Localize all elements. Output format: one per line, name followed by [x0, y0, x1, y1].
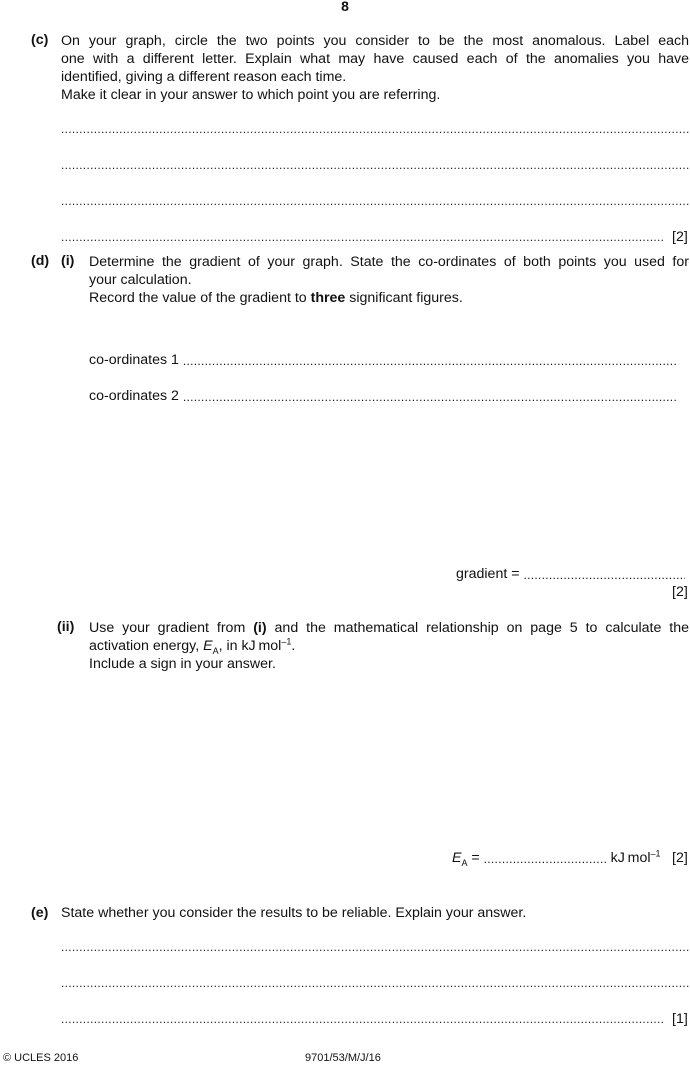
record-text-post: significant figures.: [345, 290, 463, 306]
part-d-i-record: [89, 289, 689, 307]
part-c-instruction: Make it clear in your answer to which point you are referring.: [61, 87, 441, 103]
coordinates-2-row: [89, 388, 689, 404]
activation-energy-symbol: E: [203, 638, 213, 654]
part-d-i-line-2: your calculation.: [89, 272, 192, 288]
answer-symbol: E: [452, 850, 462, 866]
answer-line-e-2[interactable]: [61, 976, 689, 990]
part-d-i-label: (i): [61, 253, 75, 269]
answer-equals: =: [467, 850, 484, 866]
footer-copyright: © UCLES 2016: [3, 1052, 79, 1064]
line2-unit: , in kJ mol: [218, 638, 282, 654]
part-e-label: (e): [31, 905, 49, 921]
coordinates-1-label: co-ordinates 1: [89, 352, 179, 368]
part-d-ii-question: [89, 619, 689, 673]
line2-pre: activation energy,: [89, 638, 204, 654]
activation-energy-subscript: A: [212, 645, 219, 656]
part-c-label: (c): [31, 32, 49, 48]
line2-end: .: [291, 638, 296, 654]
gradient-answer-line[interactable]: [523, 568, 685, 582]
coordinates-1-row: [89, 352, 689, 368]
record-text-pre: Record the value of the gradient to: [89, 290, 311, 306]
line1-pre: Use your gradient from: [89, 620, 254, 636]
answer-line-c-1[interactable]: [61, 122, 689, 136]
answer-line-c-4[interactable]: [61, 230, 665, 244]
coordinates-1-answer-line[interactable]: [183, 354, 678, 368]
page-number: 8: [341, 0, 349, 14]
part-d-i-line-1: Determine the gradient of your graph. State the co-ordinates of both points you used for: [89, 254, 689, 270]
answer-line-c-2[interactable]: [61, 158, 689, 172]
part-c-question: [61, 32, 689, 104]
part-d-ii-line-3: Include a sign in your answer.: [89, 656, 276, 672]
coordinates-2-answer-line[interactable]: [183, 390, 678, 404]
line2-unit-superscript: –1: [281, 636, 292, 647]
answer-line-e-3[interactable]: [61, 1012, 665, 1026]
part-d-i-marks: [2]: [672, 584, 688, 600]
part-d-ii-line-1: [89, 619, 689, 637]
part-c-marks: [2]: [672, 229, 688, 245]
activation-energy-answer-line[interactable]: [484, 852, 607, 866]
answer-unit: kJ mol: [606, 850, 651, 866]
part-d-ii-line-2: [89, 637, 689, 655]
gradient-row: [456, 566, 685, 582]
line1-bold: (i): [253, 620, 267, 636]
answer-unit-superscript: –1: [650, 848, 661, 859]
part-d-ii-label: (ii): [57, 619, 75, 635]
part-e-question: State whether you consider the results to be reliable. Explain your answer.: [61, 905, 527, 921]
record-text-bold: three: [310, 290, 346, 306]
part-d-label: (d): [31, 253, 50, 269]
part-d-i-question: [89, 253, 689, 307]
part-c-line-3: identified, giving a different reason each time.: [61, 69, 347, 85]
answer-line-e-1[interactable]: [61, 940, 689, 954]
part-e-marks: [1]: [672, 1011, 688, 1027]
part-d-ii-marks: [2]: [672, 850, 688, 866]
footer-paper-code: 9701/53/M/J/16: [305, 1052, 381, 1064]
line1-post: and the mathematical relationship on page 5 to calculate the: [266, 620, 689, 636]
part-c-line-2: one with a different letter. Explain what may have caused each of the anomalies you have: [61, 51, 689, 67]
part-c-line-1: On your graph, circle the two points you consider to be the most anomalous. Label each: [61, 33, 689, 49]
gradient-label: gradient =: [456, 566, 524, 582]
activation-energy-answer-row: [452, 850, 661, 866]
answer-subscript: A: [461, 857, 468, 868]
answer-line-c-3[interactable]: [61, 194, 689, 208]
coordinates-2-label: co-ordinates 2: [89, 388, 179, 404]
